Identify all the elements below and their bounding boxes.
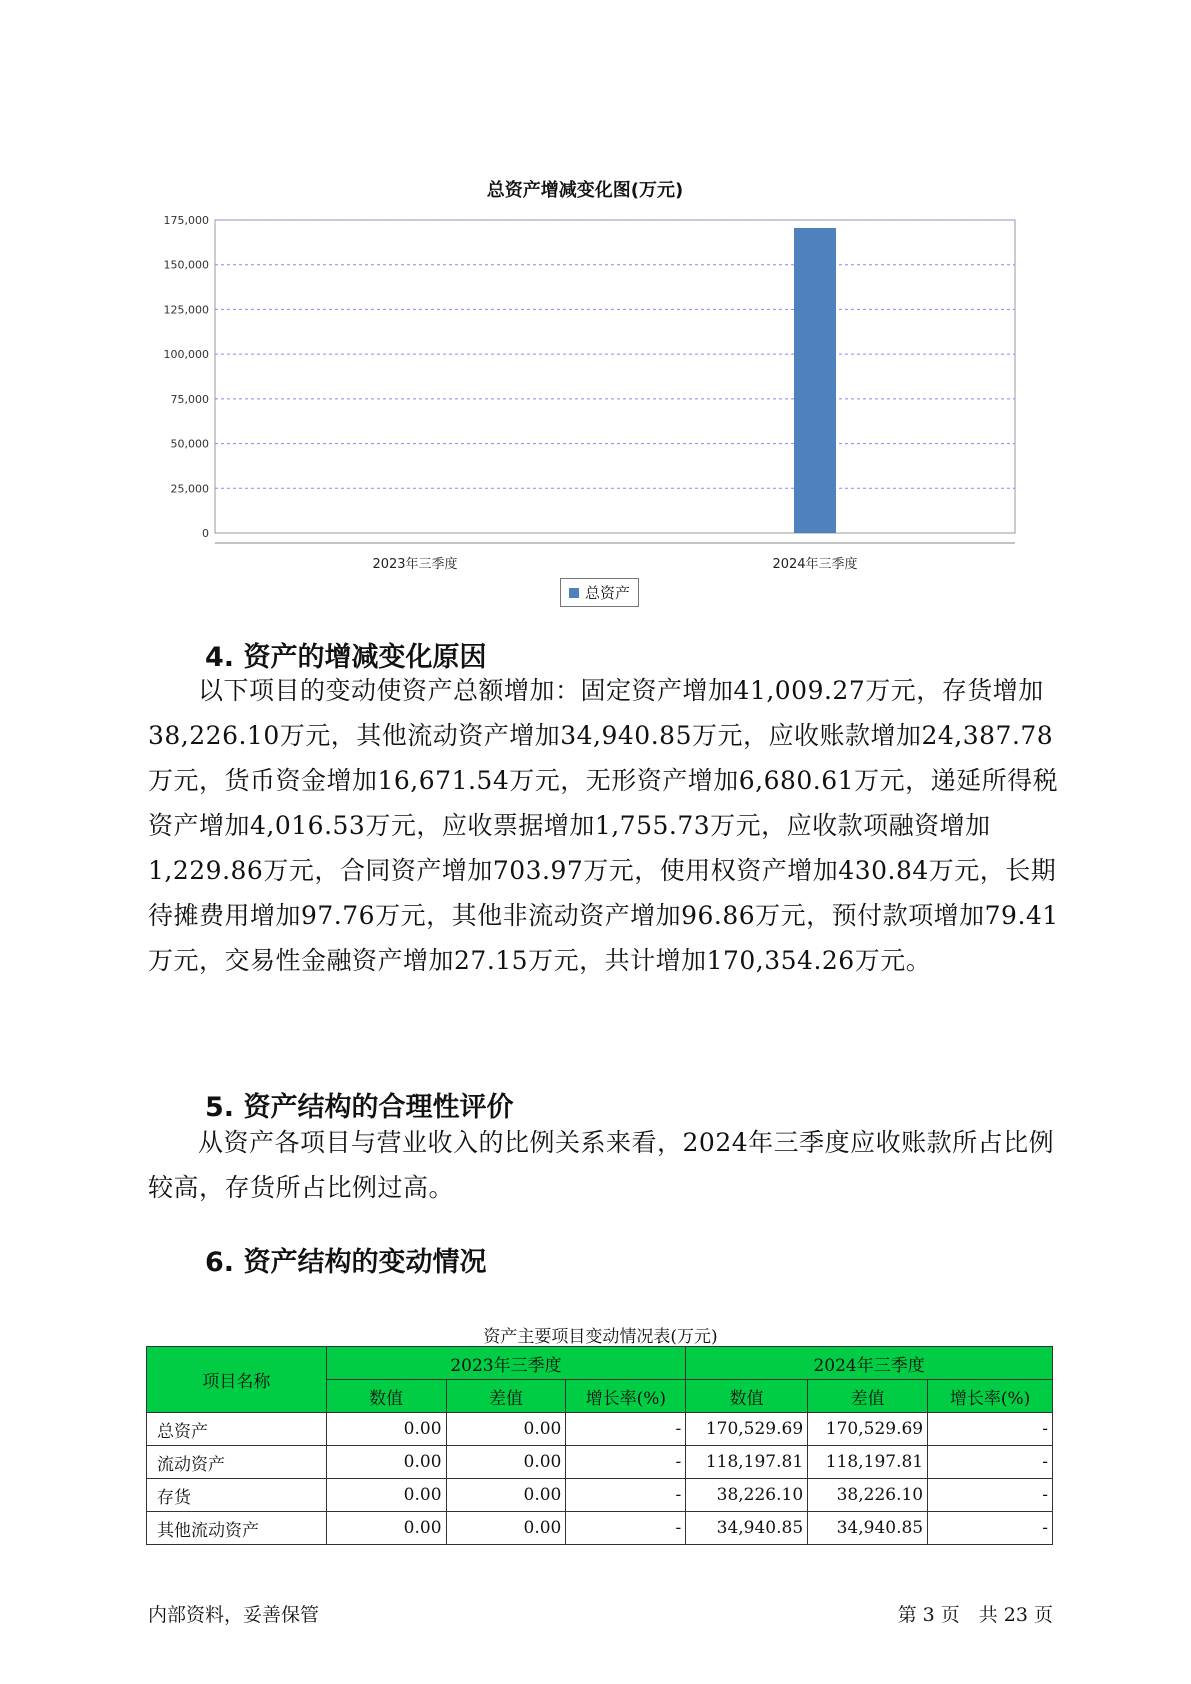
cell: 118,197.81 — [808, 1446, 928, 1479]
cell: 118,197.81 — [686, 1446, 808, 1479]
cell: 0.00 — [326, 1512, 446, 1545]
plot-frame — [215, 220, 1015, 533]
table-row — [147, 1479, 1053, 1512]
y-tick-label: 0 — [202, 527, 209, 540]
row-name: 流动资产 — [147, 1446, 327, 1479]
y-tick-label: 125,000 — [163, 303, 209, 317]
cell: 38,226.10 — [686, 1479, 808, 1512]
subheader-diff: 差值 — [808, 1380, 928, 1413]
cell: - — [928, 1413, 1053, 1446]
cell: - — [566, 1446, 686, 1479]
header-period-2023: 2023年三季度 — [326, 1347, 686, 1380]
y-tick-label: 150,000 — [163, 258, 209, 272]
bar — [794, 228, 836, 533]
header-period-2024: 2024年三季度 — [686, 1347, 1053, 1380]
footer-page-number: 第 3 页 共 23 页 — [897, 1604, 1053, 1626]
cell: - — [566, 1413, 686, 1446]
asset-change-table — [146, 1346, 1053, 1545]
cell: - — [928, 1446, 1053, 1479]
subheader-growth: 增长率(%) — [928, 1380, 1053, 1413]
y-tick-label: 25,000 — [170, 482, 209, 496]
y-tick-label: 100,000 — [163, 348, 209, 362]
subheader-growth: 增长率(%) — [566, 1380, 686, 1413]
row-name: 其他流动资产 — [147, 1512, 327, 1545]
section-4-heading: 4. 资产的增减变化原因 — [205, 642, 487, 673]
cell: 38,226.10 — [808, 1479, 928, 1512]
y-tick-label: 50,000 — [170, 437, 209, 451]
cell: - — [928, 1512, 1053, 1545]
y-tick-label: 75,000 — [170, 392, 209, 406]
cell: 0.00 — [326, 1413, 446, 1446]
section-6-heading: 6. 资产结构的变动情况 — [205, 1247, 487, 1278]
cell: 34,940.85 — [686, 1512, 808, 1545]
table-row — [147, 1413, 1053, 1446]
section-5-heading: 5. 资产结构的合理性评价 — [205, 1092, 514, 1123]
cell: - — [928, 1479, 1053, 1512]
footer-confidential: 内部资料，妥善保管 — [148, 1604, 320, 1626]
cell: 0.00 — [326, 1479, 446, 1512]
section-4-paragraph: 以下项目的变动使资产总额增加：固定资产增加41,009.27万元，存货增加38,226.10万元，其他流动资产增加34,940.85万元，应收账款增加24,387.78万元，货币资金增加16,671.54万元，无形资产增加6,680.61万元，递延所得税资产增加4,016.53万元，应收票据增加1,755.73万元，应收款项融资增加1,229.86万元，合同资产增加703.97万元，使用权资产增加430.84万元，长期待摊费用增加97.76万元，其他非流动资产增加96.86万元，预付款项增加79.41万元，交易性金融资产增加27.15万元，共计增加170,354.26万元。 — [148, 676, 1059, 975]
cell: 170,529.69 — [808, 1413, 928, 1446]
chart-svg — [150, 170, 1020, 570]
cell: 0.00 — [446, 1512, 566, 1545]
row-name: 存货 — [147, 1479, 327, 1512]
chart-title: 总资产增减变化图(万元) — [486, 180, 684, 201]
total-assets-chart — [150, 170, 1020, 630]
cell: 0.00 — [446, 1413, 566, 1446]
subheader-value: 数值 — [326, 1380, 446, 1413]
cell: - — [566, 1512, 686, 1545]
legend-label: 总资产 — [585, 584, 631, 602]
section-5-paragraph: 从资产各项目与营业收入的比例关系来看，2024年三季度应收账款所占比例较高，存货所占比例过高。 — [148, 1128, 1055, 1202]
header-item-name: 项目名称 — [147, 1347, 327, 1413]
cell: 170,529.69 — [686, 1413, 808, 1446]
table-row — [147, 1512, 1053, 1545]
subheader-value: 数值 — [686, 1380, 808, 1413]
legend-swatch — [569, 588, 579, 598]
y-tick-label: 175,000 — [163, 214, 209, 227]
cell: 0.00 — [446, 1446, 566, 1479]
table-row — [147, 1446, 1053, 1479]
cell: 0.00 — [446, 1479, 566, 1512]
subheader-diff: 差值 — [446, 1380, 566, 1413]
chart-legend — [560, 578, 639, 607]
cell: 0.00 — [326, 1446, 446, 1479]
cell: - — [566, 1479, 686, 1512]
x-tick-label: 2023年三季度 — [372, 557, 458, 570]
row-name: 总资产 — [147, 1413, 327, 1446]
cell: 34,940.85 — [808, 1512, 928, 1545]
x-tick-label: 2024年三季度 — [772, 557, 858, 570]
table-caption: 资产主要项目变动情况表(万元) — [483, 1327, 718, 1347]
